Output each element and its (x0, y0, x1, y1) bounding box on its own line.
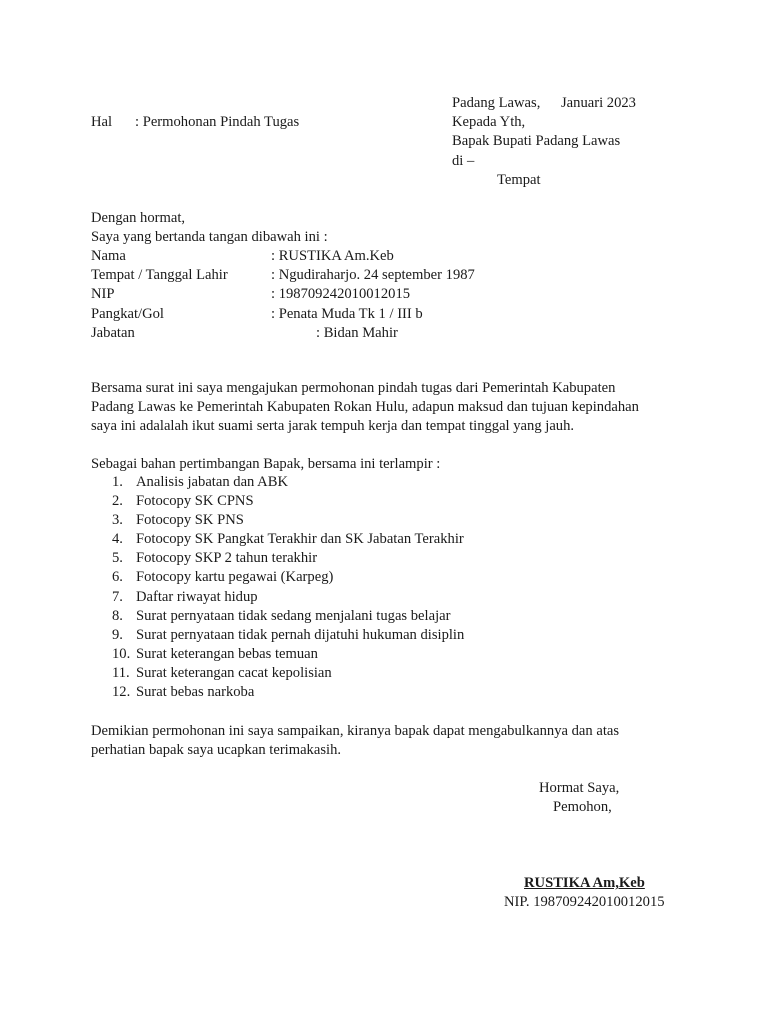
identity-row (91, 247, 691, 266)
closing-paragraph (91, 722, 691, 760)
intro-line: Saya yang bertanda tangan dibawah ini : (91, 229, 328, 245)
list-item-text: Surat pernyataan tidak sedang menjalani tugas belajar (136, 607, 451, 624)
list-item-text: Surat pernyataan tidak pernah dijatuhi hukuman disiplin (136, 626, 465, 643)
list-item-text: Surat bebas narkoba (136, 684, 255, 701)
list-item-text: Surat keterangan cacat kepolisian (136, 664, 332, 681)
identity-row (91, 324, 691, 343)
identity-value: : RUSTIKA Am.Keb (271, 248, 394, 264)
recipient-name: Bapak Bupati Padang Lawas (452, 133, 621, 149)
identity-label: NIP (91, 286, 115, 303)
closing-line: Demikian permohonan ini saya sampaikan, kiranya bapak dapat mengabulkannya dan atas (91, 723, 620, 739)
list-item-number: 11. (112, 664, 130, 681)
list-item-number: 6. (112, 569, 123, 586)
letter-place: Padang Lawas, (452, 95, 541, 111)
identity-value: : Penata Muda Tk 1 / III b (271, 305, 423, 322)
closing-line: perhatian bapak saya ucapkan terimakasih. (91, 742, 342, 758)
signature-regards: Hormat Saya, (539, 780, 620, 796)
list-item-text: Fotocopy SKP 2 tahun terakhir (136, 550, 318, 567)
recipient-salutation: Kepada Yth, (452, 114, 526, 130)
identity-row (91, 305, 691, 324)
list-item-text: Daftar riwayat hidup (136, 588, 258, 605)
signature-role: Pemohon, (553, 799, 612, 815)
list-item-text: Fotocopy SK Pangkat Terakhir dan SK Jabatan Terakhir (136, 531, 464, 548)
body-line: Bersama surat ini saya mengajukan permohonan pindah tugas dari Pemerintah Kabupaten (91, 380, 616, 396)
greeting: Dengan hormat, (91, 210, 186, 226)
list-item-number: 4. (112, 531, 123, 548)
list-item-number: 10. (112, 645, 131, 662)
identity-row (91, 266, 691, 285)
signature-nip: NIP. 198709242010012015 (504, 894, 665, 910)
identity-label: Jabatan (91, 324, 135, 341)
signature-name: RUSTIKA Am,Keb (524, 875, 645, 891)
identity-label: Nama (91, 248, 126, 264)
identity-label: Pangkat/Gol (91, 305, 164, 322)
list-item-text: Fotocopy SK CPNS (136, 493, 254, 510)
recipient-place: Tempat (497, 172, 541, 188)
list-item-number: 1. (112, 474, 123, 490)
list-item-number: 9. (112, 626, 123, 643)
identity-label: Tempat / Tanggal Lahir (91, 267, 228, 284)
list-item-number: 12. (112, 684, 131, 701)
identity-value: : Ngudiraharjo. 24 september 1987 (271, 267, 475, 284)
list-item-number: 7. (112, 588, 123, 605)
list-item-text: Fotocopy kartu pegawai (Karpeg) (136, 569, 334, 586)
subject-value: : Permohonan Pindah Tugas (135, 114, 300, 130)
list-item-number: 3. (112, 512, 123, 529)
list-item-number: 8. (112, 607, 123, 624)
subject-label: Hal (91, 114, 113, 130)
identity-table (91, 247, 691, 343)
list-item-number: 5. (112, 550, 123, 567)
identity-row (91, 285, 691, 304)
body-paragraph (91, 379, 691, 436)
body-line: saya ini adalalah ikut suami serta jarak tempuh kerja dan tempat tinggal yang jauh. (91, 418, 575, 434)
letter-date: Januari 2023 (561, 95, 636, 111)
list-item-number: 2. (112, 493, 123, 510)
identity-value: : 198709242010012015 (271, 286, 411, 303)
list-item-text: Fotocopy SK PNS (136, 512, 244, 529)
opening (91, 209, 691, 247)
body-line: Padang Lawas ke Pemerintah Kabupaten Rokan Hulu, adapun maksud dan tujuan kepindahan (91, 399, 639, 415)
recipient-di: di – (452, 153, 475, 169)
list-item-text: Analisis jabatan dan ABK (136, 474, 288, 490)
identity-value: : Bidan Mahir (316, 324, 398, 341)
attachments-intro: Sebagai bahan pertimbangan Bapak, bersama ini terlampir : (91, 456, 441, 472)
list-item-text: Surat keterangan bebas temuan (136, 645, 318, 662)
